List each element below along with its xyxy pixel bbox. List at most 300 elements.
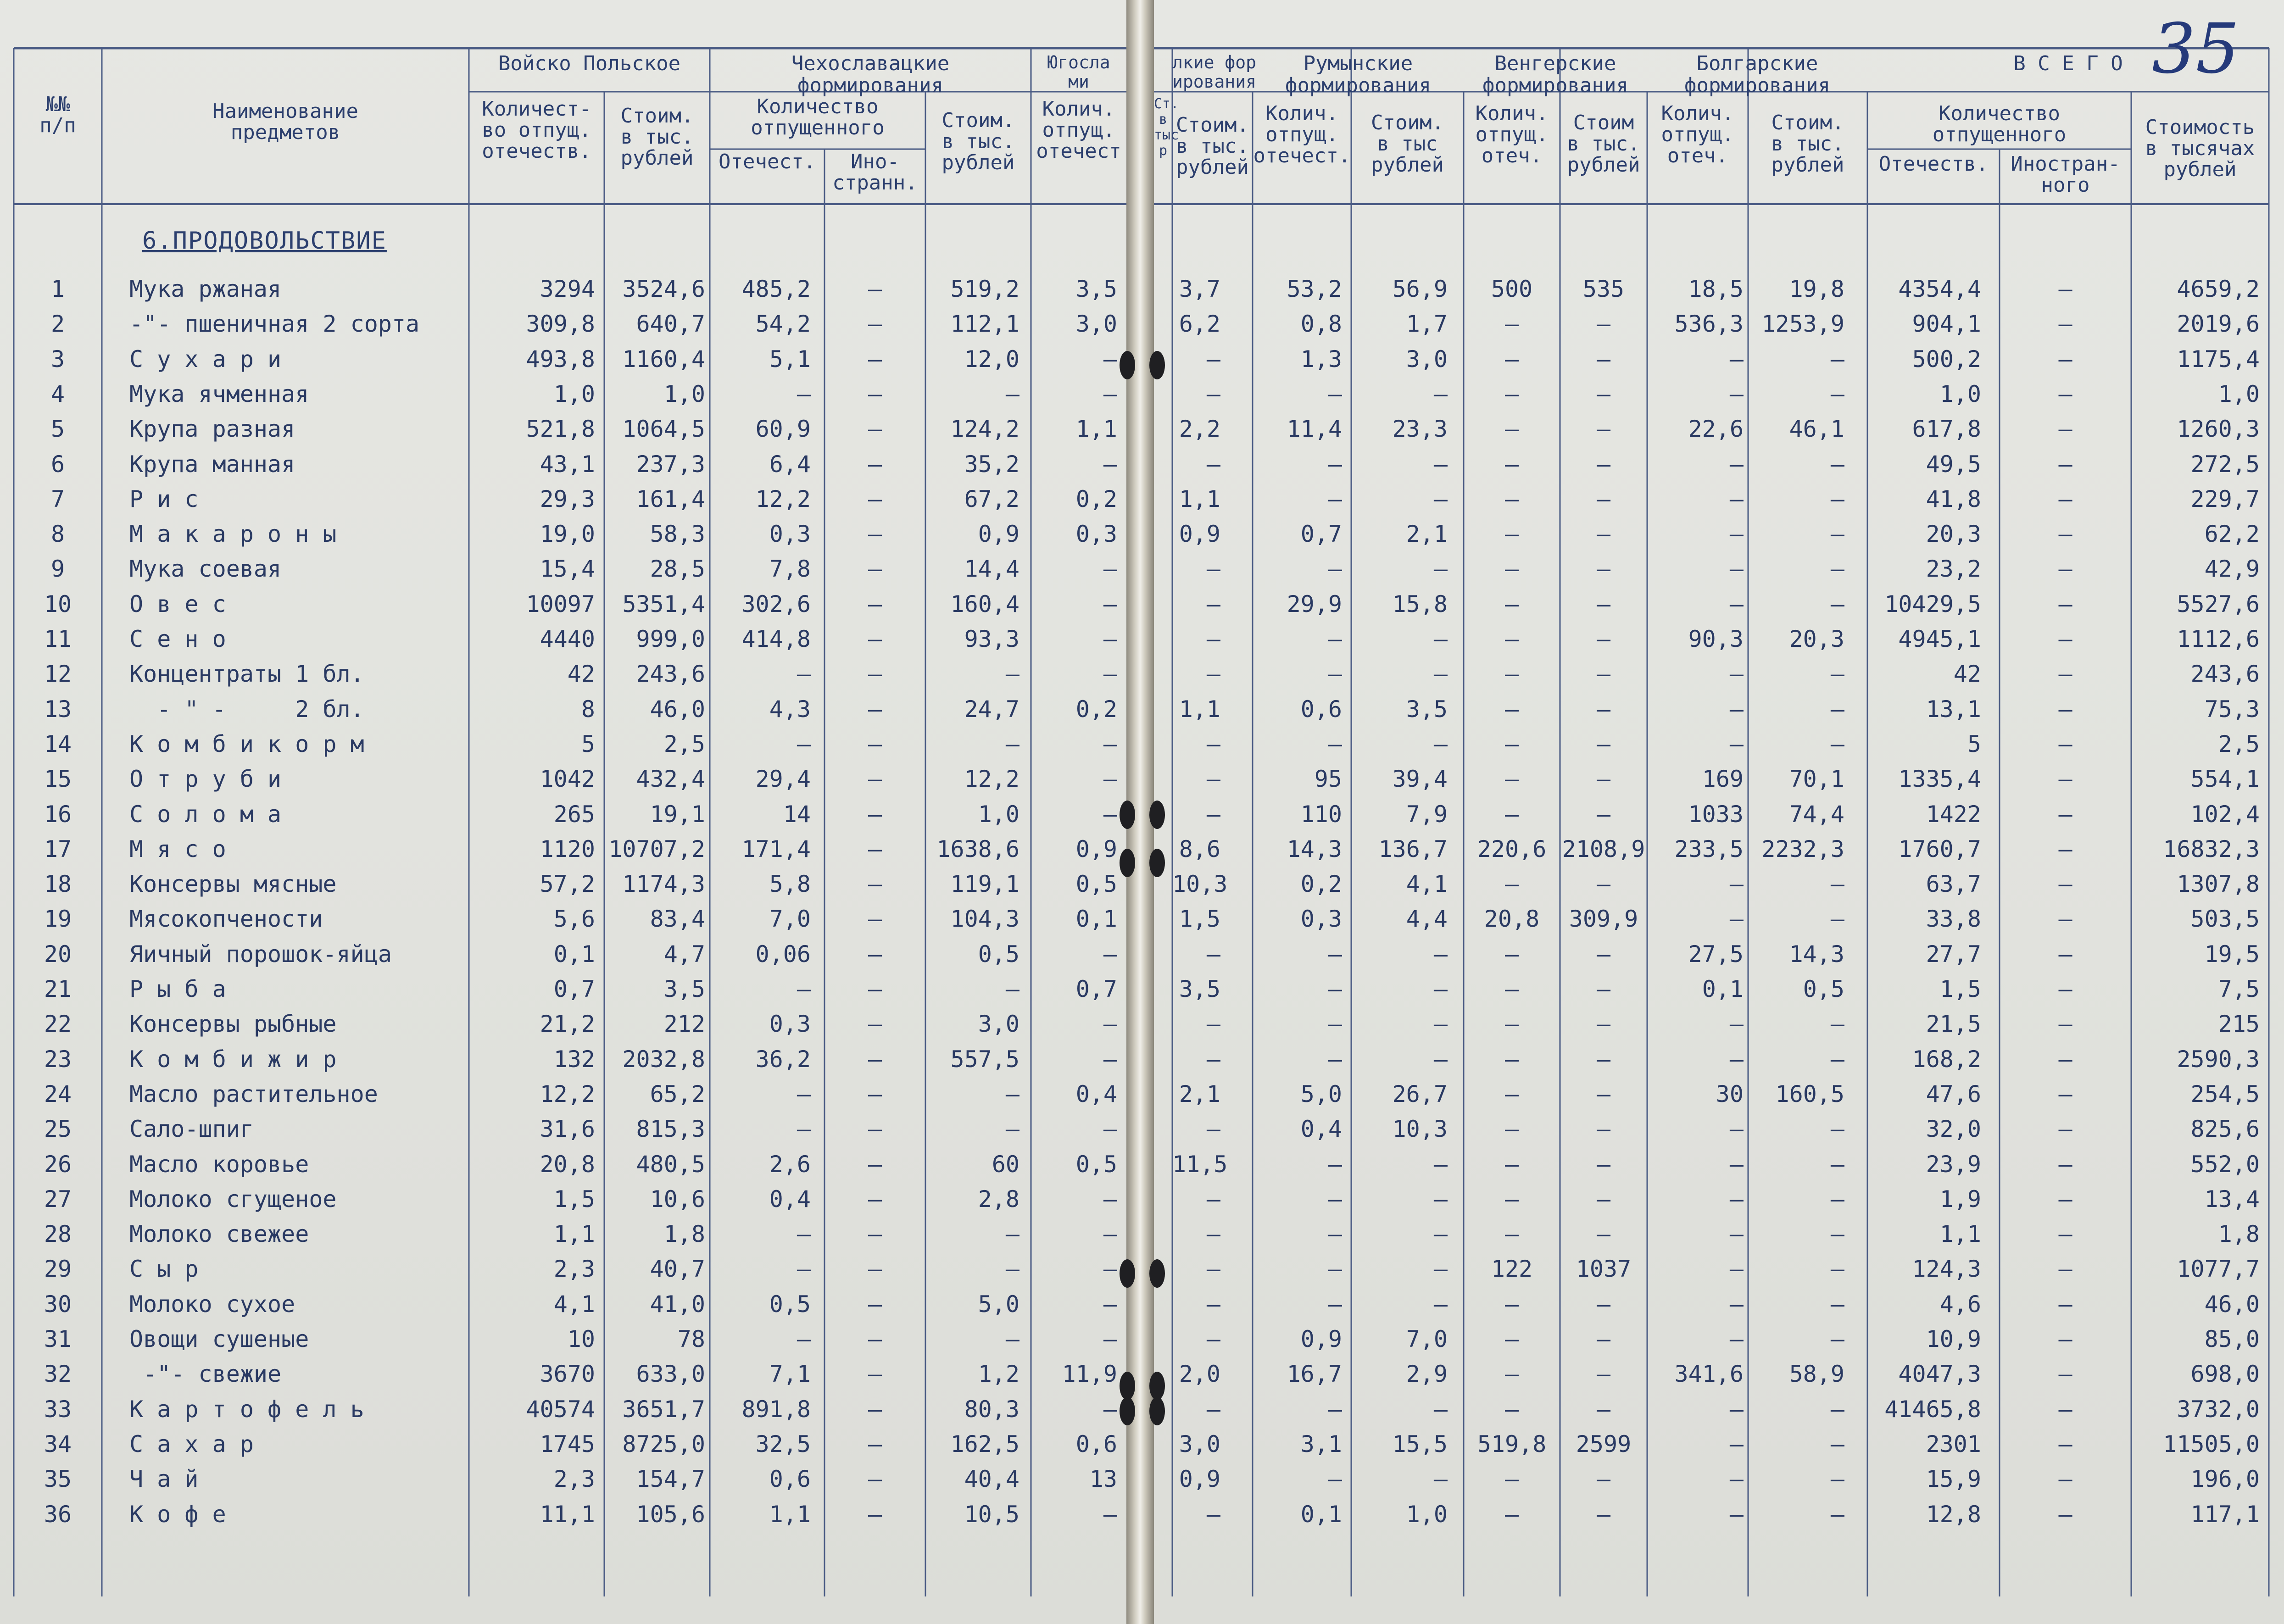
cell-hu-q: –: [1504, 941, 1519, 968]
row-number: 10: [44, 591, 72, 617]
cell-pl-q: 3294: [540, 276, 595, 302]
cell-bg-q: –: [1729, 731, 1744, 757]
cell-yu-c: 1,1: [1179, 696, 1220, 723]
cell-hu-q: –: [1504, 976, 1519, 1002]
cell-pl-c: 10,6: [650, 1186, 705, 1212]
cell-ro-c: –: [1433, 626, 1448, 652]
cell-hu-c: –: [1596, 661, 1611, 687]
cell-ro-q: 0,3: [1300, 906, 1342, 932]
cell-hu-c: 2108,9: [1562, 836, 1645, 862]
binding-hole: [1120, 1259, 1135, 1288]
item-name: С о л о м а: [129, 801, 282, 828]
cell-cz-d: 6,4: [769, 451, 811, 478]
cell-ro-q: 110: [1300, 801, 1342, 828]
cell-bg-q: 536,3: [1674, 311, 1744, 337]
cell-yu-c: –: [1206, 346, 1220, 373]
cell-hu-q: –: [1504, 626, 1519, 652]
cell-t-d: 168,2: [1912, 1046, 1981, 1073]
cell-cz-f: –: [868, 801, 882, 828]
header-bg-cost: Стоим. в тыс. рублей: [1771, 111, 1844, 177]
binding-hole: [1149, 801, 1165, 829]
cell-bg-q: –: [1729, 1151, 1744, 1178]
cell-cz-f: –: [868, 451, 882, 478]
item-name: С у х а р и: [129, 346, 282, 373]
cell-yu-q: –: [1103, 626, 1117, 652]
cell-pl-c: 243,6: [636, 661, 705, 687]
cell-bg-q: –: [1729, 1116, 1744, 1142]
cell-yu-q: 0,5: [1075, 871, 1117, 897]
item-name: Мясокопчености: [129, 906, 323, 932]
cell-cz-c: 1638,6: [936, 836, 1019, 862]
item-name: Консервы рыбные: [129, 1011, 337, 1037]
cell-pl-c: 83,4: [650, 906, 705, 932]
cell-bg-c: 74,4: [1789, 801, 1844, 828]
cell-yu-q: –: [1103, 731, 1117, 757]
row-number: 5: [50, 416, 65, 442]
cell-bg-c: –: [1830, 696, 1844, 723]
cell-cz-f: –: [868, 696, 882, 723]
cell-cz-c: 67,2: [964, 486, 1019, 512]
cell-t-d: 1422: [1926, 801, 1981, 828]
row-number: 34: [44, 1431, 72, 1457]
cell-cz-d: 5,8: [769, 871, 811, 897]
cell-cz-c: 104,3: [950, 906, 1019, 932]
cell-bg-c: –: [1830, 906, 1844, 932]
cell-pl-q: 4,1: [553, 1291, 595, 1318]
cell-t-f: –: [2058, 451, 2072, 478]
row-number: 6: [50, 451, 65, 478]
cell-pl-c: 10707,2: [608, 836, 705, 862]
cell-t-f: –: [2058, 906, 2072, 932]
row-number: 18: [44, 871, 72, 897]
cell-yu-q: –: [1103, 1396, 1117, 1423]
item-name: Масло растительное: [129, 1081, 378, 1107]
cell-ro-q: 53,2: [1287, 276, 1342, 302]
cell-hu-q: 500: [1491, 276, 1533, 302]
cell-hu-c: –: [1596, 766, 1611, 792]
cell-bg-c: –: [1830, 486, 1844, 512]
cell-cz-c: –: [1005, 1256, 1019, 1282]
cell-cz-c: –: [1005, 661, 1019, 687]
cell-ro-q: 14,3: [1287, 836, 1342, 862]
cell-hu-q: –: [1504, 1326, 1519, 1352]
cell-cz-c: 160,4: [950, 591, 1019, 617]
cell-ro-q: 3,1: [1300, 1431, 1342, 1457]
binding-hole: [1120, 1372, 1135, 1400]
cell-yu-c: –: [1206, 801, 1220, 828]
cell-bg-q: 90,3: [1688, 626, 1744, 652]
cell-cz-d: 0,5: [769, 1291, 811, 1318]
cell-pl-q: 2,3: [553, 1256, 595, 1282]
cell-hu-c: –: [1596, 976, 1611, 1002]
cell-ro-c: –: [1433, 941, 1448, 968]
row-number: 19: [44, 906, 72, 932]
cell-cz-c: 124,2: [950, 416, 1019, 442]
cell-t-c: 552,0: [2190, 1151, 2260, 1178]
cell-yu-c: 10,3: [1172, 871, 1228, 897]
cell-cz-f: –: [868, 556, 882, 582]
cell-ro-q: –: [1328, 1396, 1342, 1423]
header-total-cost: Стоимость в тысячах рублей: [2145, 116, 2255, 181]
cell-yu-c: –: [1206, 1116, 1220, 1142]
cell-pl-c: 633,0: [636, 1361, 705, 1387]
cell-yu-c: 2,2: [1179, 416, 1220, 442]
cell-ro-q: –: [1328, 1151, 1342, 1178]
cell-cz-d: –: [797, 976, 811, 1002]
cell-cz-d: 1,1: [769, 1501, 811, 1528]
cell-cz-d: 0,6: [769, 1466, 811, 1492]
cell-yu-q: –: [1103, 1291, 1117, 1318]
cell-bg-c: 58,9: [1789, 1361, 1844, 1387]
cell-t-d: 12,8: [1926, 1501, 1981, 1528]
header-cz-domestic: Отечест.: [719, 150, 816, 173]
cell-cz-d: 485,2: [741, 276, 811, 302]
cell-hu-c: –: [1596, 311, 1611, 337]
cell-t-c: 19,5: [2204, 941, 2260, 968]
cell-ro-c: –: [1433, 661, 1448, 687]
cell-ro-q: –: [1328, 626, 1342, 652]
cell-yu-q: –: [1103, 941, 1117, 968]
header-name: Наименование предметов: [212, 100, 358, 144]
cell-t-c: 13,4: [2204, 1186, 2260, 1212]
cell-cz-d: 171,4: [741, 836, 811, 862]
cell-hu-q: –: [1504, 486, 1519, 512]
item-name: Крупа разная: [129, 416, 295, 442]
header-bg-qty: Колич. отпущ. отеч.: [1661, 102, 1734, 167]
cell-hu-c: –: [1596, 1081, 1611, 1107]
header-group-3: лкие фор ирования: [1172, 52, 1257, 92]
cell-cz-c: 12,0: [964, 346, 1019, 373]
cell-yu-q: –: [1103, 381, 1117, 407]
cell-cz-f: –: [868, 871, 882, 897]
header-yu-qty: Колич. отпущ. отечест: [1036, 97, 1121, 163]
cell-bg-q: –: [1729, 451, 1744, 478]
row-number: 26: [44, 1151, 72, 1178]
row-number: 13: [44, 696, 72, 723]
cell-hu-q: 20,8: [1484, 906, 1540, 932]
cell-pl-c: 3524,6: [622, 276, 705, 302]
cell-t-d: 20,3: [1926, 521, 1981, 547]
cell-bg-c: –: [1830, 1291, 1844, 1318]
cell-yu-c: 1,1: [1179, 486, 1220, 512]
cell-pl-c: 1064,5: [622, 416, 705, 442]
cell-t-d: 1760,7: [1898, 836, 1981, 862]
cell-cz-d: –: [797, 1081, 811, 1107]
cell-yu-c: –: [1206, 1326, 1220, 1352]
cell-hu-q: –: [1504, 731, 1519, 757]
cell-cz-d: –: [797, 1221, 811, 1247]
cell-cz-c: –: [1005, 1221, 1019, 1247]
cell-yu-q: –: [1103, 1326, 1117, 1352]
cell-bg-c: –: [1830, 1431, 1844, 1457]
cell-t-f: –: [2058, 486, 2072, 512]
header-total-domestic: Отечеств.: [1878, 152, 1989, 176]
cell-hu-c: –: [1596, 1151, 1611, 1178]
cell-ro-c: –: [1433, 731, 1448, 757]
cell-ro-c: 15,8: [1392, 591, 1448, 617]
cell-cz-c: 119,1: [950, 871, 1019, 897]
cell-bg-q: –: [1729, 696, 1744, 723]
cell-pl-q: 21,2: [540, 1011, 595, 1037]
cell-t-c: 85,0: [2204, 1326, 2260, 1352]
header-pl-cost: Стоим. в тыс. рублей: [620, 104, 694, 170]
cell-cz-f: –: [868, 311, 882, 337]
cell-t-c: 46,0: [2204, 1291, 2260, 1318]
cell-pl-c: 212: [663, 1011, 705, 1037]
cell-ro-c: 3,0: [1406, 346, 1448, 373]
cell-yu-q: –: [1103, 1046, 1117, 1073]
cell-yu-c: 2,0: [1179, 1361, 1220, 1387]
cell-hu-q: –: [1504, 1396, 1519, 1423]
cell-hu-c: –: [1596, 1361, 1611, 1387]
cell-yu-q: –: [1103, 1256, 1117, 1282]
row-number: 21: [44, 976, 72, 1002]
cell-cz-d: 54,2: [755, 311, 811, 337]
cell-t-f: –: [2058, 346, 2072, 373]
cell-hu-c: –: [1596, 1046, 1611, 1073]
row-number: 15: [44, 766, 72, 792]
row-number: 32: [44, 1361, 72, 1387]
cell-hu-c: –: [1596, 556, 1611, 582]
cell-t-f: –: [2058, 696, 2072, 723]
cell-pl-c: 640,7: [636, 311, 705, 337]
row-number: 23: [44, 1046, 72, 1073]
cell-yu-c: –: [1206, 591, 1220, 617]
page-number: 35: [2152, 9, 2239, 89]
cell-yu-q: –: [1103, 556, 1117, 582]
cell-t-d: 4945,1: [1898, 626, 1981, 652]
cell-bg-c: –: [1830, 346, 1844, 373]
cell-pl-q: 5: [581, 731, 595, 757]
cell-yu-c: 3,7: [1179, 276, 1220, 302]
cell-cz-f: –: [868, 1221, 882, 1247]
header-group-0: Войско Польское: [498, 52, 681, 75]
cell-bg-q: 169: [1702, 766, 1744, 792]
cell-ro-c: 1,0: [1406, 1501, 1448, 1528]
cell-ro-c: 23,3: [1392, 416, 1448, 442]
cell-ro-c: 15,5: [1392, 1431, 1448, 1457]
cell-hu-c: –: [1596, 731, 1611, 757]
cell-ro-c: –: [1433, 1396, 1448, 1423]
cell-t-d: 124,3: [1912, 1256, 1981, 1282]
cell-t-f: –: [2058, 1466, 2072, 1492]
cell-t-d: 42: [1953, 661, 1981, 687]
cell-cz-c: 162,5: [950, 1431, 1019, 1457]
cell-hu-q: –: [1504, 1501, 1519, 1528]
cell-cz-f: –: [868, 1431, 882, 1457]
cell-bg-q: –: [1729, 1501, 1744, 1528]
header-group-6: Болгарские формирования: [1684, 52, 1830, 97]
cell-ro-q: –: [1328, 1186, 1342, 1212]
cell-t-c: 698,0: [2190, 1361, 2260, 1387]
cell-bg-c: –: [1830, 661, 1844, 687]
cell-pl-c: 161,4: [636, 486, 705, 512]
cell-pl-c: 237,3: [636, 451, 705, 478]
cell-pl-c: 815,3: [636, 1116, 705, 1142]
cell-ro-q: –: [1328, 556, 1342, 582]
cell-ro-c: 3,5: [1406, 696, 1448, 723]
cell-pl-q: 1042: [540, 766, 595, 792]
cell-t-f: –: [2058, 381, 2072, 407]
cell-cz-c: 80,3: [964, 1396, 1019, 1423]
cell-bg-q: –: [1729, 381, 1744, 407]
item-name: Масло коровье: [129, 1151, 309, 1178]
cell-yu-c: –: [1206, 1221, 1220, 1247]
cell-cz-c: 1,2: [978, 1361, 1019, 1387]
cell-t-c: 254,5: [2190, 1081, 2260, 1107]
cell-pl-c: 999,0: [636, 626, 705, 652]
item-name: Мука ржаная: [129, 276, 282, 302]
row-number: 14: [44, 731, 72, 757]
cell-hu-c: –: [1596, 1466, 1611, 1492]
cell-cz-f: –: [868, 941, 882, 968]
cell-bg-c: –: [1830, 521, 1844, 547]
cell-hu-c: –: [1596, 941, 1611, 968]
section-title: 6.ПРОДОВОЛЬСТВИЕ: [142, 227, 387, 255]
cell-cz-f: –: [868, 1081, 882, 1107]
cell-ro-c: 2,1: [1406, 521, 1448, 547]
cell-ro-c: 4,4: [1406, 906, 1448, 932]
cell-ro-q: 0,7: [1300, 521, 1342, 547]
cell-t-d: 1335,4: [1898, 766, 1981, 792]
cell-cz-d: 7,0: [769, 906, 811, 932]
cell-cz-f: –: [868, 1151, 882, 1178]
cell-t-d: 500,2: [1912, 346, 1981, 373]
cell-pl-c: 8725,0: [622, 1431, 705, 1457]
cell-hu-c: –: [1596, 521, 1611, 547]
cell-yu-q: –: [1103, 766, 1117, 792]
row-number: 16: [44, 801, 72, 828]
item-name: - " - 2 бл.: [129, 696, 364, 723]
cell-t-c: 1260,3: [2177, 416, 2260, 442]
cell-t-c: 503,5: [2190, 906, 2260, 932]
cell-bg-c: 160,5: [1775, 1081, 1844, 1107]
cell-hu-q: –: [1504, 556, 1519, 582]
cell-hu-q: –: [1504, 1291, 1519, 1318]
cell-pl-q: 10097: [526, 591, 595, 617]
cell-cz-d: –: [797, 381, 811, 407]
cell-t-c: 2590,3: [2177, 1046, 2260, 1073]
binding-hole: [1149, 351, 1165, 379]
cell-yu-q: 0,9: [1075, 836, 1117, 862]
cell-bg-c: 14,3: [1789, 941, 1844, 968]
cell-ro-q: 29,9: [1287, 591, 1342, 617]
cell-t-c: 2019,6: [2177, 311, 2260, 337]
cell-t-f: –: [2058, 1501, 2072, 1528]
cell-ro-q: –: [1328, 941, 1342, 968]
cell-cz-f: –: [868, 1326, 882, 1352]
cell-t-d: 27,7: [1926, 941, 1981, 968]
cell-cz-f: –: [868, 276, 882, 302]
cell-hu-q: –: [1504, 661, 1519, 687]
cell-bg-q: –: [1729, 556, 1744, 582]
cell-hu-q: –: [1504, 1221, 1519, 1247]
cell-pl-c: 2,5: [663, 731, 705, 757]
cell-yu-q: 0,2: [1075, 486, 1117, 512]
item-name: Молоко сухое: [129, 1291, 295, 1318]
header-group-4: Румынские формирования: [1285, 52, 1431, 97]
cell-ro-q: –: [1328, 1291, 1342, 1318]
cell-yu-q: 3,0: [1075, 311, 1117, 337]
cell-ro-c: –: [1433, 1011, 1448, 1037]
cell-cz-c: 35,2: [964, 451, 1019, 478]
cell-yu-c: –: [1206, 626, 1220, 652]
cell-bg-c: 0,5: [1803, 976, 1844, 1002]
cell-cz-f: –: [868, 836, 882, 862]
cell-bg-c: –: [1830, 1501, 1844, 1528]
cell-t-f: –: [2058, 591, 2072, 617]
item-name: Р ы б а: [129, 976, 226, 1002]
cell-cz-d: 29,4: [755, 766, 811, 792]
cell-cz-c: 519,2: [950, 276, 1019, 302]
cell-bg-c: 70,1: [1789, 766, 1844, 792]
cell-t-c: 102,4: [2190, 801, 2260, 828]
cell-hu-q: –: [1504, 381, 1519, 407]
cell-cz-f: –: [868, 976, 882, 1002]
cell-bg-q: 341,6: [1674, 1361, 1744, 1387]
cell-cz-f: –: [868, 591, 882, 617]
cell-ro-c: –: [1433, 1046, 1448, 1073]
cell-cz-f: –: [868, 1116, 882, 1142]
cell-ro-q: –: [1328, 486, 1342, 512]
item-name: Молоко свежее: [129, 1221, 309, 1247]
cell-t-d: 1,9: [1939, 1186, 1981, 1212]
cell-bg-q: 233,5: [1674, 836, 1744, 862]
header-group-1: Чехославацкие формирования: [791, 52, 950, 97]
cell-bg-c: –: [1830, 1186, 1844, 1212]
item-name: -"- свежие: [129, 1361, 282, 1387]
binding-hole: [1149, 1259, 1165, 1288]
cell-cz-f: –: [868, 661, 882, 687]
cell-t-f: –: [2058, 731, 2072, 757]
row-number: 30: [44, 1291, 72, 1318]
cell-pl-q: 15,4: [540, 556, 595, 582]
cell-yu-q: 11,9: [1062, 1361, 1117, 1387]
cell-hu-q: –: [1504, 1046, 1519, 1073]
cell-ro-c: –: [1433, 1151, 1448, 1178]
cell-pl-q: 5,6: [553, 906, 595, 932]
cell-yu-c: –: [1206, 1186, 1220, 1212]
cell-bg-c: –: [1830, 591, 1844, 617]
cell-cz-f: –: [868, 906, 882, 932]
cell-t-f: –: [2058, 1046, 2072, 1073]
cell-t-d: 2301: [1926, 1431, 1981, 1457]
cell-t-c: 1175,4: [2177, 346, 2260, 373]
header-group-5: Венгерские формирования: [1482, 52, 1628, 97]
cell-hu-q: –: [1504, 871, 1519, 897]
cell-t-d: 13,1: [1926, 696, 1981, 723]
row-number: 22: [44, 1011, 72, 1037]
cell-hu-c: –: [1596, 416, 1611, 442]
cell-yu-c: 11,5: [1172, 1151, 1228, 1178]
cell-yu-c: –: [1206, 661, 1220, 687]
cell-bg-q: –: [1729, 906, 1744, 932]
cell-cz-c: –: [1005, 976, 1019, 1002]
header-hu-qty: Колич. отпущ. отеч.: [1475, 102, 1549, 167]
cell-cz-c: 3,0: [978, 1011, 1019, 1037]
cell-ro-q: 16,7: [1287, 1361, 1342, 1387]
row-number: 3: [50, 346, 65, 373]
cell-hu-c: –: [1596, 381, 1611, 407]
cell-hu-q: –: [1504, 346, 1519, 373]
cell-bg-q: –: [1729, 1291, 1744, 1318]
cell-cz-c: –: [1005, 381, 1019, 407]
cell-bg-q: –: [1729, 1221, 1744, 1247]
item-name: С а х а р: [129, 1431, 254, 1457]
cell-pl-q: 10: [567, 1326, 595, 1352]
cell-hu-c: –: [1596, 486, 1611, 512]
cell-ro-q: 95: [1314, 766, 1342, 792]
